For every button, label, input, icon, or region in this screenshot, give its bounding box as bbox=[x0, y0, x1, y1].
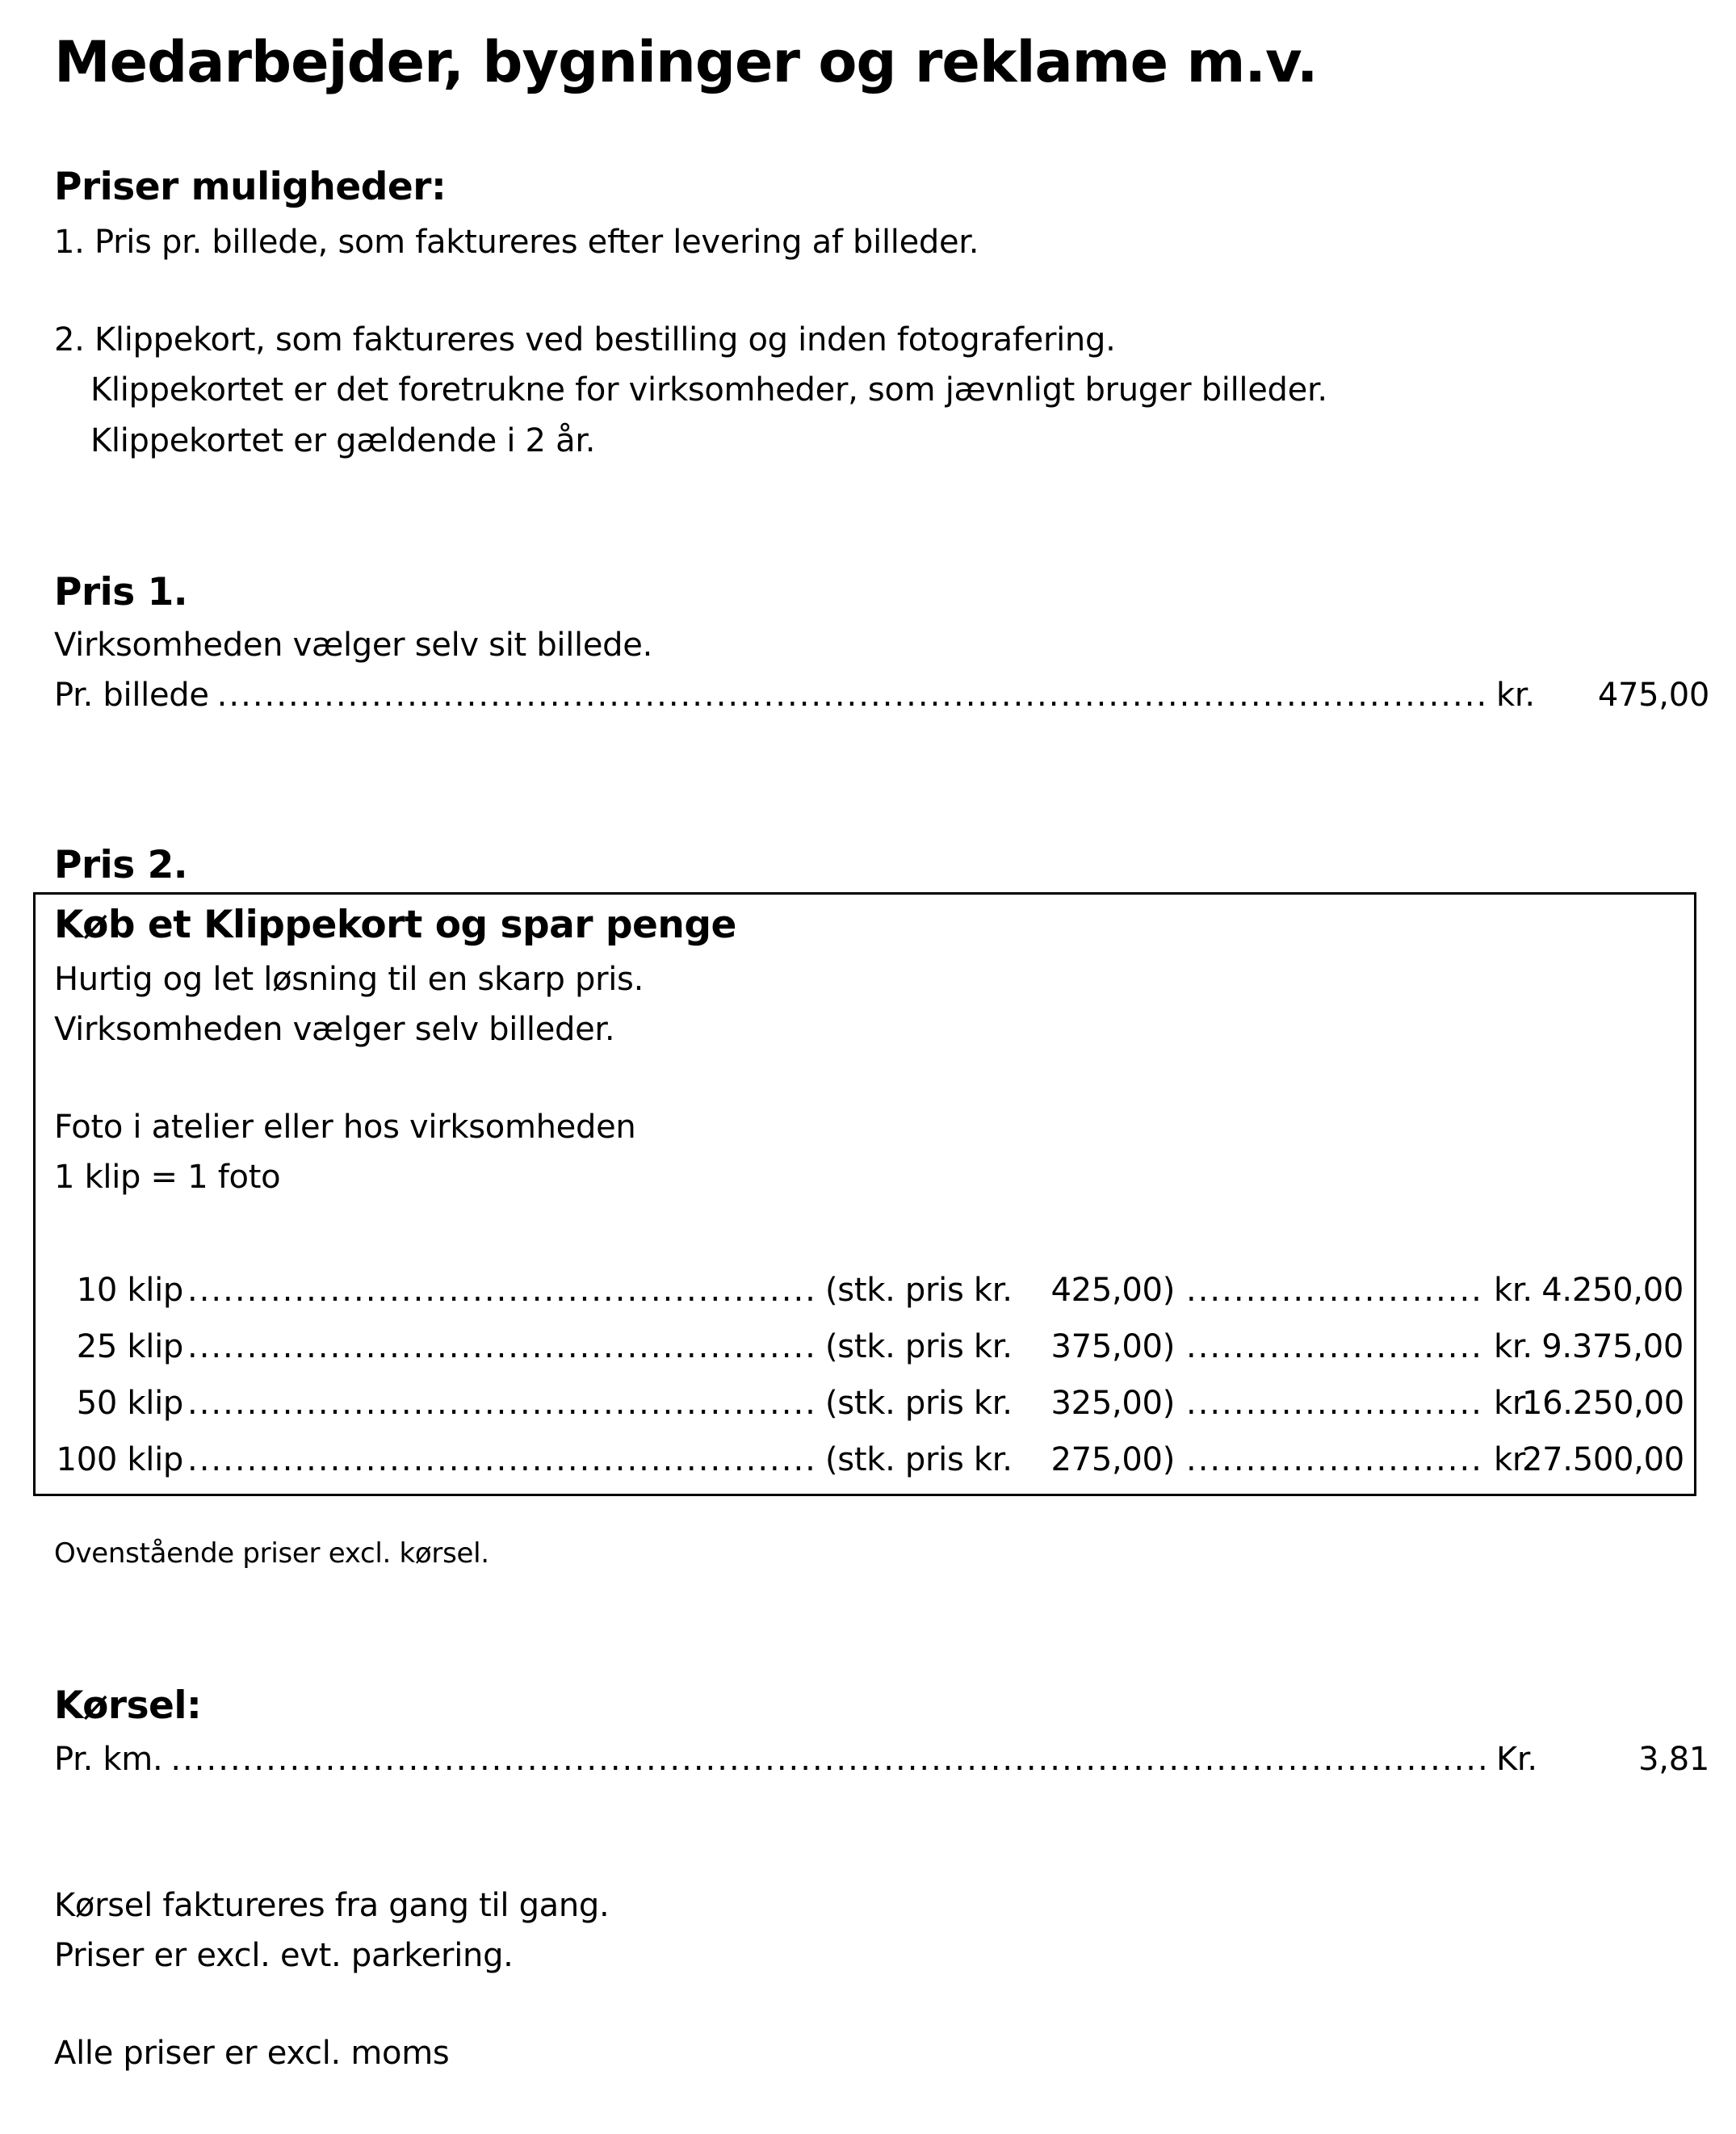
klip-label: 10 klip bbox=[76, 1272, 183, 1309]
footer-line-3: Alle priser er excl. moms bbox=[54, 2035, 450, 2072]
klippekort-line-1: Hurtig og let løsning til en skarp pris. bbox=[54, 961, 644, 998]
dot-leader bbox=[187, 1272, 817, 1309]
pris1-currency: kr. bbox=[1496, 677, 1535, 714]
dot-leader bbox=[1186, 1385, 1483, 1422]
klippekort-line-2: Virksomheden vælger selv billeder. bbox=[54, 1011, 615, 1048]
klip-label: 25 klip bbox=[76, 1328, 183, 1365]
options-line-2: 2. Klippekort, som faktureres ved bestilling og inden fotografering. bbox=[54, 321, 1116, 358]
klip-currency: kr. bbox=[1494, 1441, 1533, 1478]
stk-pris-label: (stk. pris kr. bbox=[825, 1441, 1013, 1478]
dot-leader bbox=[217, 677, 1488, 714]
klippekort-title: Køb et Klippekort og spar penge bbox=[54, 903, 736, 947]
klip-currency: kr. bbox=[1494, 1385, 1533, 1422]
klip-label: 50 klip bbox=[76, 1385, 183, 1422]
dot-leader bbox=[1186, 1328, 1483, 1365]
klip-unit-price: 275,00) bbox=[1050, 1441, 1175, 1478]
dot-leader bbox=[187, 1385, 817, 1422]
pris1-price-row bbox=[54, 677, 1709, 714]
klip-amount: 4.250,00 bbox=[1541, 1272, 1684, 1309]
options-heading: Priser muligheder: bbox=[54, 165, 447, 209]
stk-pris-label: (stk. pris kr. bbox=[825, 1272, 1013, 1309]
koersel-amount: 3,81 bbox=[1638, 1741, 1709, 1778]
klip-unit-price: 375,00) bbox=[1050, 1328, 1175, 1365]
klip-unit-price: 325,00) bbox=[1050, 1385, 1175, 1422]
footer-line-2: Priser er excl. evt. parkering. bbox=[54, 1937, 514, 1974]
pris1-row-label: Pr. billede bbox=[54, 677, 209, 714]
dot-leader bbox=[187, 1441, 817, 1478]
klip-amount: 9.375,00 bbox=[1541, 1328, 1684, 1365]
pris2-note: Ovenstående priser excl. kørsel. bbox=[54, 1537, 489, 1570]
options-line-1: 1. Pris pr. billede, som faktureres efter levering af billeder. bbox=[54, 224, 979, 261]
pris2-heading: Pris 2. bbox=[54, 843, 188, 887]
stk-pris-label: (stk. pris kr. bbox=[825, 1328, 1013, 1365]
klip-amount: 16.250,00 bbox=[1522, 1385, 1684, 1422]
dot-leader bbox=[1186, 1441, 1483, 1478]
klip-currency: kr. bbox=[1494, 1272, 1533, 1309]
dot-leader bbox=[187, 1328, 817, 1365]
klip-amount: 27.500,00 bbox=[1522, 1441, 1684, 1478]
options-line-3: Klippekortet er det foretrukne for virksomheder, som jævnligt bruger billeder. bbox=[90, 371, 1327, 409]
koersel-price-row bbox=[54, 1741, 1709, 1778]
pris1-heading: Pris 1. bbox=[54, 570, 188, 614]
options-line-4: Klippekortet er gældende i 2 år. bbox=[90, 422, 596, 459]
footer-line-1: Kørsel faktureres fra gang til gang. bbox=[54, 1887, 610, 1924]
koersel-heading: Kørsel: bbox=[54, 1683, 202, 1728]
pris1-description: Virksomheden vælger selv sit billede. bbox=[54, 627, 652, 664]
page-title: Medarbejder, bygninger og reklame m.v. bbox=[54, 29, 1318, 95]
koersel-currency: Kr. bbox=[1496, 1741, 1537, 1778]
dot-leader bbox=[1186, 1272, 1483, 1309]
klippekort-line-4: 1 klip = 1 foto bbox=[54, 1159, 281, 1196]
stk-pris-label: (stk. pris kr. bbox=[825, 1385, 1013, 1422]
klip-label: 100 klip bbox=[56, 1441, 183, 1478]
pris1-amount: 475,00 bbox=[1597, 677, 1709, 714]
klip-unit-price: 425,00) bbox=[1050, 1272, 1175, 1309]
dot-leader bbox=[170, 1741, 1488, 1778]
klip-currency: kr. bbox=[1494, 1328, 1533, 1365]
koersel-row-label: Pr. km. bbox=[54, 1741, 163, 1778]
klippekort-line-3: Foto i atelier eller hos virksomheden bbox=[54, 1109, 636, 1146]
